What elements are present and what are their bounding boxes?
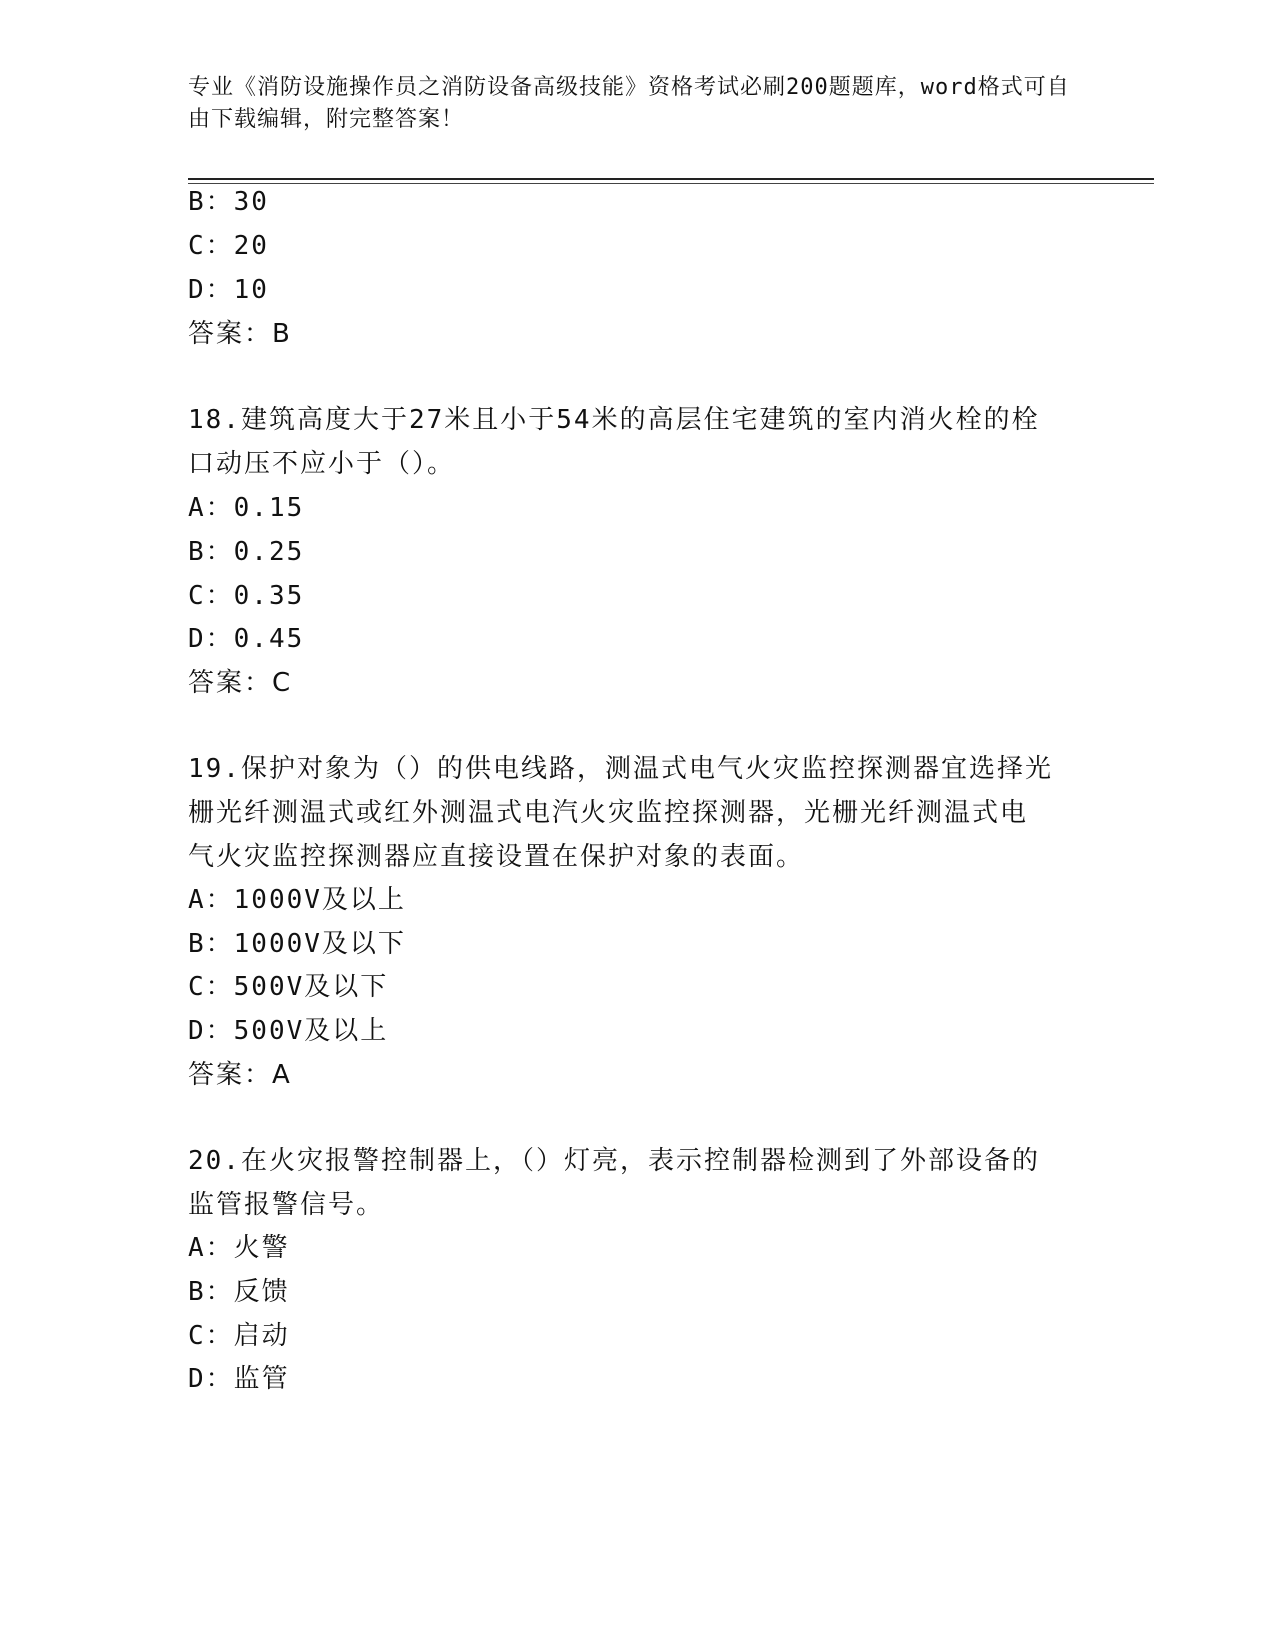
option-b: B：反馈 <box>188 1277 290 1307</box>
option-c: C：启动 <box>188 1321 290 1351</box>
option-c: C：0.35 <box>188 581 305 611</box>
option-a: A：1000V及以上 <box>188 885 406 915</box>
option-d: D：0.45 <box>188 624 305 654</box>
option-b: B：1000V及以下 <box>188 929 406 959</box>
answer: 答案：C <box>188 668 293 698</box>
question-19-text: 19.保护对象为（）的供电线路，测温式电气火灾监控探测器宜选择光 <box>188 754 1053 784</box>
option-a: A：0.15 <box>188 493 305 523</box>
option-b: B：0.25 <box>188 537 305 567</box>
header-rule-thin <box>188 183 1154 184</box>
option-d: D：监管 <box>188 1364 290 1394</box>
option-d: D：10 <box>188 275 269 305</box>
question-19-text: 气火灾监控探测器应直接设置在保护对象的表面。 <box>188 842 805 872</box>
option-c: C：500V及以下 <box>188 972 389 1002</box>
header-rule <box>188 178 1154 180</box>
option-d: D：500V及以上 <box>188 1016 389 1046</box>
answer: 答案：A <box>188 1060 292 1090</box>
question-18-text: 18.建筑高度大于27米且小于54米的高层住宅建筑的室内消火栓的栓 <box>188 405 1040 435</box>
option-c: C：20 <box>188 231 269 261</box>
question-19-text: 栅光纤测温式或红外测温式电汽火灾监控探测器，光栅光纤测温式电 <box>188 798 1029 828</box>
option-a: A：火警 <box>188 1233 290 1263</box>
document-header: 专业《消防设施操作员之消防设备高级技能》资格考试必刷200题题库，word格式可自由下载编辑，附完整答案！ <box>188 75 1070 132</box>
question-20-text: 监管报警信号。 <box>188 1190 385 1220</box>
option-b: B：30 <box>188 187 269 217</box>
question-18-text: 口动压不应小于（）。 <box>188 449 456 479</box>
answer: 答案：B <box>188 319 292 349</box>
question-20-text: 20.在火灾报警控制器上，（）灯亮，表示控制器检测到了外部设备的 <box>188 1146 1040 1176</box>
